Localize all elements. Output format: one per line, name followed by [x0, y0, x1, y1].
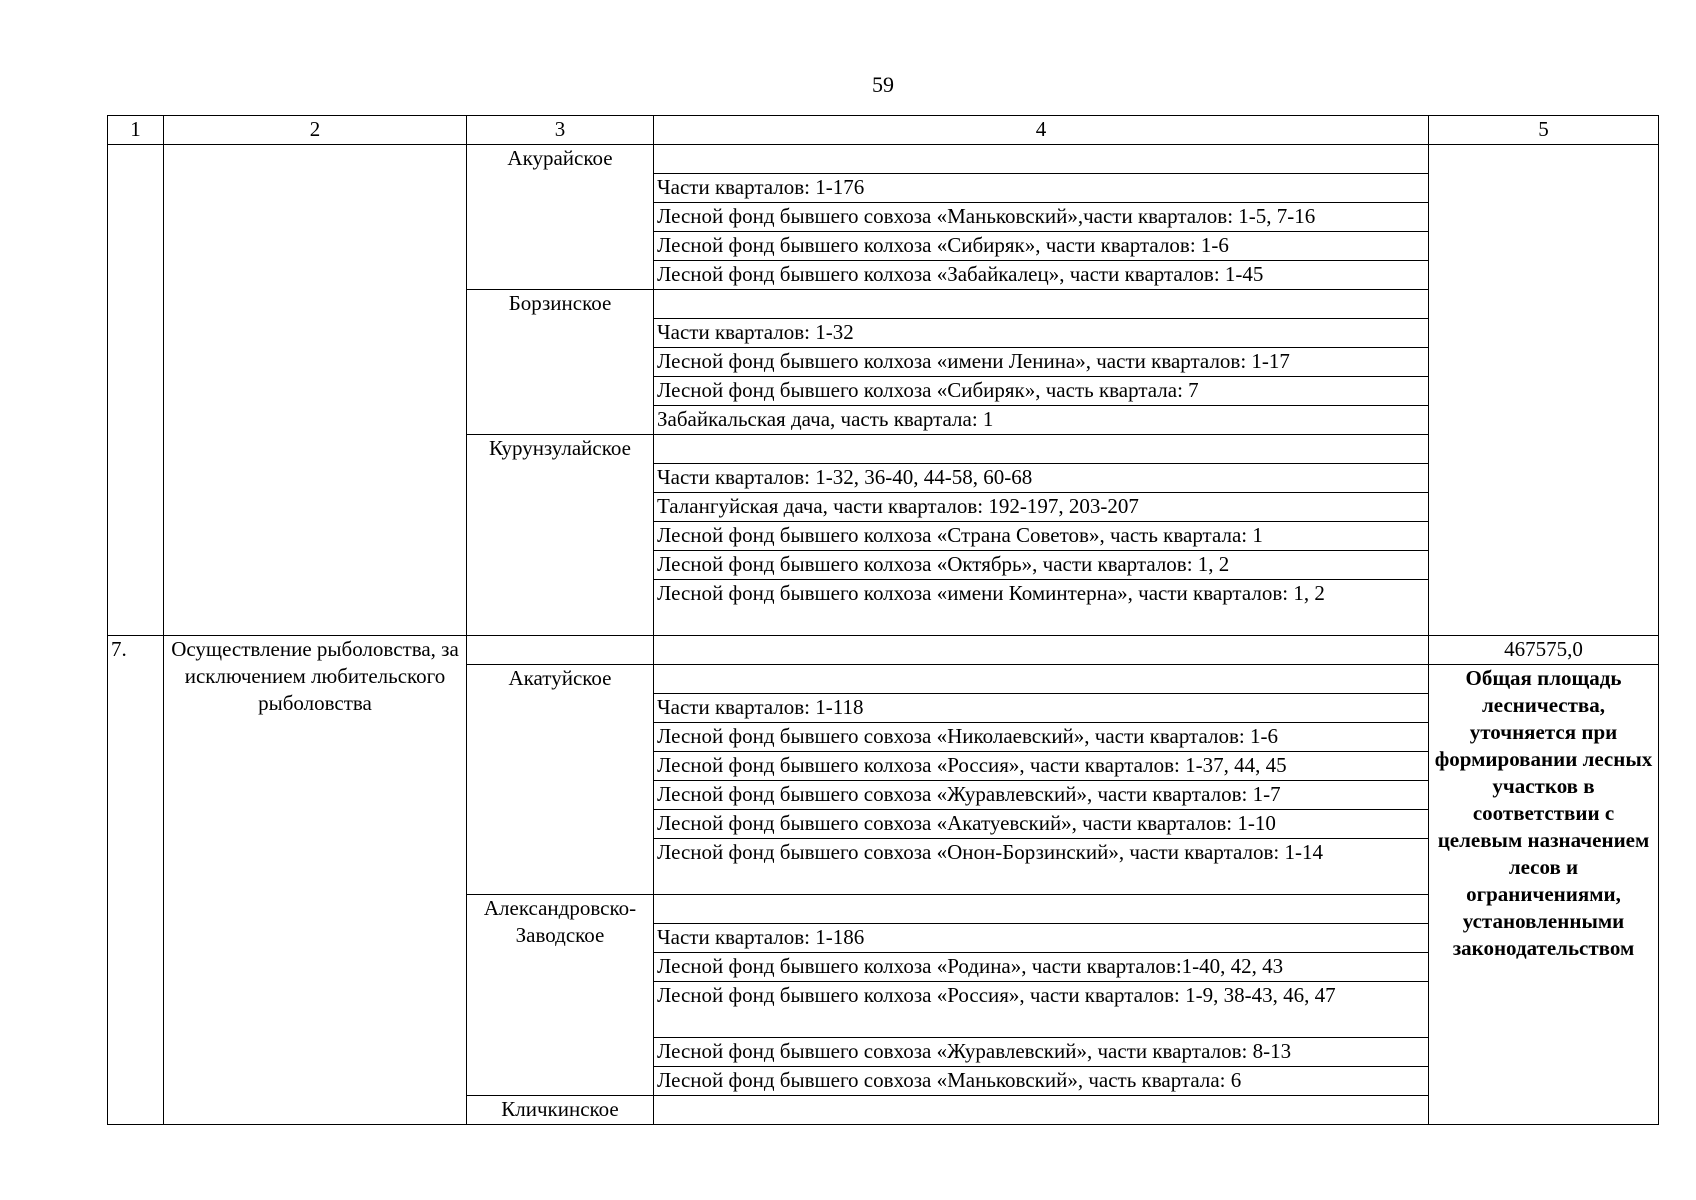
table-row	[108, 636, 1659, 665]
parcel-cell	[654, 665, 1429, 694]
activity-cell	[164, 145, 467, 636]
parcel-cell	[654, 636, 1429, 665]
parcel-cell	[654, 145, 1429, 174]
parcel-cell: Части кварталов: 1-176	[654, 174, 1429, 203]
parcel-cell: Лесной фонд бывшего совхоза «Николаевский», части кварталов: 1-6	[654, 723, 1429, 752]
parcel-cell: Лесной фонд бывшего совхоза «Маньковский»,части кварталов: 1-5, 7-16	[654, 203, 1429, 232]
parcel-cell: Лесной фонд бывшего колхоза «Страна Советов», часть квартала: 1	[654, 522, 1429, 551]
forestry-name	[467, 636, 654, 665]
header-col-4: 4	[654, 116, 1429, 145]
parcel-cell: Лесной фонд бывшего колхоза «Забайкалец», части кварталов: 1-45	[654, 261, 1429, 290]
parcel-cell: Лесной фонд бывшего совхоза «Акатуевский», части кварталов: 1-10	[654, 810, 1429, 839]
parcel-cell: Части кварталов: 1-32, 36-40, 44-58, 60-68	[654, 464, 1429, 493]
parcel-cell	[654, 895, 1429, 924]
row-number-cell: 7.	[108, 636, 164, 1125]
area-cell: 467575,0	[1429, 636, 1659, 665]
forestry-name: Акатуйское	[467, 665, 654, 895]
forestry-name: Акурайское	[467, 145, 654, 290]
table-row	[108, 145, 1659, 174]
parcel-cell: Лесной фонд бывшего совхоза «Журавлевский», части кварталов: 1-7	[654, 781, 1429, 810]
forestry-name: Александровско-Заводское	[467, 895, 654, 1096]
page-number: 59	[872, 72, 894, 97]
parcel-cell: Лесной фонд бывшего колхоза «имени Ленина», части кварталов: 1-17	[654, 348, 1429, 377]
parcel-cell: Лесной фонд бывшего колхоза «Сибиряк», часть квартала: 7	[654, 377, 1429, 406]
parcel-cell: Талангуйская дача, части кварталов: 192-197, 203-207	[654, 493, 1429, 522]
row-number-cell	[108, 145, 164, 636]
header-col-5: 5	[1429, 116, 1659, 145]
parcel-cell: Части кварталов: 1-118	[654, 694, 1429, 723]
parcel-cell	[654, 290, 1429, 319]
header-col-2: 2	[164, 116, 467, 145]
parcel-cell: Лесной фонд бывшего совхоза «Журавлевский», части кварталов: 8-13	[654, 1038, 1429, 1067]
parcel-cell: Лесной фонд бывшего совхоза «Маньковский», часть квартала: 6	[654, 1067, 1429, 1096]
parcel-cell: Лесной фонд бывшего колхоза «Россия», части кварталов: 1-37, 44, 45	[654, 752, 1429, 781]
parcel-cell: Лесной фонд бывшего колхоза «Родина», части кварталов:1-40, 42, 43	[654, 953, 1429, 982]
parcel-cell	[654, 435, 1429, 464]
parcel-cell: Лесной фонд бывшего колхоза «Россия», части кварталов: 1-9, 38-43, 46, 47	[654, 982, 1429, 1038]
parcel-cell	[654, 1096, 1429, 1125]
parcel-cell: Забайкальская дача, часть квартала: 1	[654, 406, 1429, 435]
parcel-cell: Части кварталов: 1-186	[654, 924, 1429, 953]
header-col-3: 3	[467, 116, 654, 145]
parcel-cell: Лесной фонд бывшего колхоза «Сибиряк», части кварталов: 1-6	[654, 232, 1429, 261]
forestry-name: Кличкинское	[467, 1096, 654, 1125]
forestry-table	[107, 115, 1659, 1125]
parcel-cell: Лесной фонд бывшего совхоза «Онон-Борзинский», части кварталов: 1-14	[654, 839, 1429, 895]
header-col-1: 1	[108, 116, 164, 145]
parcel-cell: Лесной фонд бывшего колхоза «Октябрь», части кварталов: 1, 2	[654, 551, 1429, 580]
header-row	[108, 116, 1659, 145]
area-note: Общая площадь лесничества, уточняется при формировании лесных участков в соответствии с целевым назначением лесов и ограничениями, установленными законодательством	[1429, 665, 1659, 1125]
area-cell	[1429, 145, 1659, 636]
forestry-name: Борзинское	[467, 290, 654, 435]
parcel-cell: Части кварталов: 1-32	[654, 319, 1429, 348]
parcel-cell: Лесной фонд бывшего колхоза «имени Коминтерна», части кварталов: 1, 2	[654, 580, 1429, 636]
forestry-name: Курунзулайское	[467, 435, 654, 636]
activity-cell: Осуществление рыболовства, за исключением любительского рыболовства	[164, 636, 467, 1125]
